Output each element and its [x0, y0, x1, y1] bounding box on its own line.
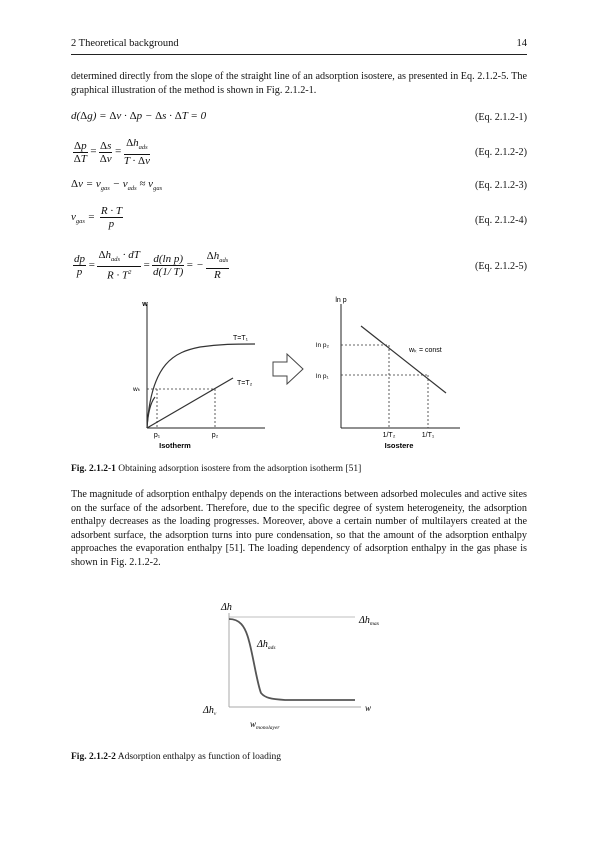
equation-number: (Eq. 2.1.2-5): [474, 261, 527, 272]
enthalpy-y-label: Δh: [221, 602, 232, 613]
isostere-lnp1-label: ln p₁: [316, 373, 329, 380]
enthalpy-v-label: $\Delta h_v$: [203, 705, 217, 717]
enthalpy-x-label: w: [365, 703, 372, 713]
isotherm-wk-label: wₖ: [133, 386, 141, 393]
isostere-line: [361, 326, 446, 393]
figure2-caption: [71, 752, 281, 762]
isotherm-title: Isotherm: [159, 441, 191, 450]
equation-number: (Eq. 2.1.2-2): [474, 147, 527, 158]
isotherm-curve-t2: [147, 378, 233, 428]
running-header: [71, 36, 527, 55]
isostere-lnp2-label: ln p₂: [316, 342, 330, 349]
figure2-caption-label: Fig. 2.1.2-2: [71, 752, 116, 762]
equation-number: (Eq. 2.1.2-3): [474, 180, 527, 191]
isostere-x1-label: 1/T₁: [421, 432, 435, 439]
page-number: 14: [516, 38, 527, 49]
equation-4: $v_{gas}$ = $\frac{R \cdot T}{p}$ (Eq. 2.1.2-4): [71, 205, 527, 230]
isotherm-curve-t2-label: T=T₂: [237, 380, 253, 387]
enthalpy-ads-label: $\Delta h_{ads}$: [257, 639, 276, 651]
figure1-caption-text: Obtaining adsorption isostere from the adsorption isotherm [51]: [115, 464, 362, 474]
figure-adsorption-enthalpy: [195, 595, 405, 740]
equation-3: $\Delta v = v_{gas} - v_{ads} \approx v_{gas}$ (Eq. 2.1.2-3): [71, 178, 527, 193]
figure1-caption-label: Fig. 2.1.2-1: [71, 464, 116, 474]
figure-isotherm-isostere: [115, 292, 475, 462]
figure1-caption: [71, 464, 361, 474]
isotherm-p1-label: p₁: [153, 432, 161, 439]
enthalpy-curve: [229, 619, 355, 700]
body-paragraph: The magnitude of adsorption enthalpy depends on the interactions between adsorbed molecules and active sites on the surface of the adsorbent. Therefore, due to the specific degree of system heterogeneity, the adsorption enthalpy decreases as the loading progresses. Moreover, above a certain number of multilayers created at the adsorbent surface, the adsorption turns into pure condensation, so that the amount of the adsorption enthalpy approaches the evaporation enthalpy [51]. The loading dependency of adsorption enthalpy in the gas phase is shown in Fig. 2.1.2-2.: [71, 489, 527, 568]
equation-2: $\frac{\Delta p}{\Delta T}$ = $\frac{\Delta s}{\Delta v}$ = $\frac{\Delta h_{ads}}{T \cdot \Delta v}$ (Eq. 2.1.2-2): [73, 137, 527, 168]
equation-1: d(Δg) = Δv · Δp − Δs · ΔT = 0 (Eq. 2.1.2-1): [71, 110, 527, 123]
isotherm-y-label: w: [142, 301, 148, 308]
equation-5: $\frac{dp}{p}$ = $\frac{\Delta h_{ads} \cdot dT}{R \cdot T^2}$ = $\frac{\text{d(ln p)}}{d(1/ T)}$ = − $\frac{\Delta h_{ads}}{R}$ (Eq. 2.1.2-5): [74, 249, 527, 282]
isostere-x2-label: 1/T₂: [382, 432, 396, 439]
figure2-caption-text: Adsorption enthalpy as function of loading: [115, 752, 282, 762]
enthalpy-max-label: $\Delta h_{max}$: [359, 615, 380, 627]
equation-number: (Eq. 2.1.2-1): [474, 112, 527, 123]
enthalpy-monolayer-label: $w_{monolayer}$: [250, 719, 280, 731]
isostere-title: Isostere: [384, 441, 414, 450]
isotherm-p2-label: p₂: [211, 432, 219, 439]
chapter-title: 2 Theoretical background: [71, 38, 179, 49]
isostere-y-label: ln p: [335, 297, 347, 304]
arrow-icon: [273, 354, 303, 384]
equation-number: (Eq. 2.1.2-4): [474, 215, 527, 226]
intro-paragraph: determined directly from the slope of the straight line of an adsorption isostere, as presented in Eq. 2.1.2-5. The graphical illustration of the method is shown in Fig. 2.1.2-1.: [71, 71, 527, 96]
isotherm-curve-t1-label: T=T₁: [233, 335, 249, 342]
isostere-line-label: wₖ = const: [409, 347, 442, 354]
